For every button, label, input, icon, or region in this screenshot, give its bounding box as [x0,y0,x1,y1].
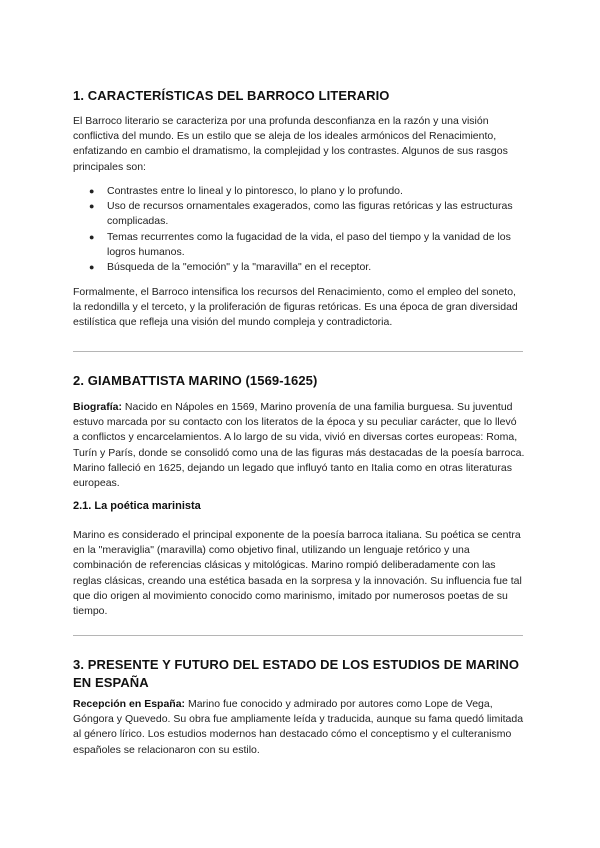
section-1-heading: 1. CARACTERÍSTICAS DEL BARROCO LITERARIO [73,88,390,103]
reception-label: Recepción en España: [73,698,186,710]
subsection-2-1-text: Marino es considerado el principal exponente de la poesía barroca italiana. Su poética se centra en la "meraviglia" (maravilla) como objetivo final, utilizando un lenguaje retórico y una combinación de referencias clásicas y mitológicas. Marino rompió deliberadamente con las reglas clásicas, creando una estética basada en la sorpresa y la innovación. Su influencia fue tal que dio origen al movimiento conocido como marinismo, imitado por numerosos poetas de su tiempo. [73,529,522,618]
biography-label: Biografía: [73,401,123,413]
bullet-icon: ● [89,201,95,212]
section-divider [73,635,523,636]
bullet-icon: ● [89,186,95,196]
biography-text: Nacido en Nápoles en 1569, Marino provenía de una familia burguesa. Su juventud estuvo marcada por su contacto con los literatos de la época y su peculiar carácter, que lo llevó a conflictos y encarcelamientos. A lo largo de su vida, vivió en diversas cortes europeas: Roma, Turín y París, donde se consolidó como una de las figuras más destacadas de la poesía barroca. Marino falleció en 1625, dejando un legado que influyó tanto en Italia como en otras literaturas europeas. [73,401,525,490]
section-3-heading: 3. PRESENTE Y FUTURO DEL ESTADO DE LOS ESTUDIOS DE MARINO EN ESPAÑA [73,657,520,690]
bullet-icon: ● [89,262,95,273]
section-1-intro: El Barroco literario se caracteriza por una profunda desconfianza en la razón y una visión conflictiva del mundo. Es un estilo que se aleja de los ideales armónicos del Renacimiento, enfatizando en cambio el dramatismo, la complejidad y los contrastes. Algunos de sus rasgos principales son: [73,115,508,173]
bullet-icon: ● [89,231,95,242]
list-item: ● Temas recurrentes como la fugacidad de la vida, el paso del tiempo y la vanidad de los logros humanos. [89,230,511,258]
section-divider [73,351,523,352]
subsection-2-1-heading: 2.1. La poética marinista [73,500,201,512]
section-1-closing: Formalmente, el Barroco intensifica los recursos del Renacimiento, como el empleo del soneto, la redondilla y el terceto, y la proliferación de figuras retóricas. Es una época de gran diversidad estilística que refleja una visión del mundo compleja y contradictoria. [73,286,518,329]
section-2-heading: 2. GIAMBATTISTA MARINO (1569-1625) [73,373,318,388]
list-item: ● Uso de recursos ornamentales exagerados, como las figuras retóricas y las estructuras complicadas. [89,200,513,228]
section-3-reception [73,697,525,758]
section-2-biography [73,400,525,491]
section-1-bullet-list [73,184,525,275]
list-item: ● Búsqueda de la "emoción" y la "maravilla" en el receptor. [73,260,525,275]
list-item: ● Contrastes entre lo lineal y lo pintoresco, lo plano y lo profundo. [73,184,525,199]
reception-text: Marino fue conocido y admirado por autores como Lope de Vega, Góngora y Quevedo. Su obra fue ampliamente leída y traducida, aunque su fama quedó limitada al género lírico. Los estudios modernos han destacado cómo el conceptismo y el culteranismo españoles se relacionaron con su estilo. [73,698,524,756]
